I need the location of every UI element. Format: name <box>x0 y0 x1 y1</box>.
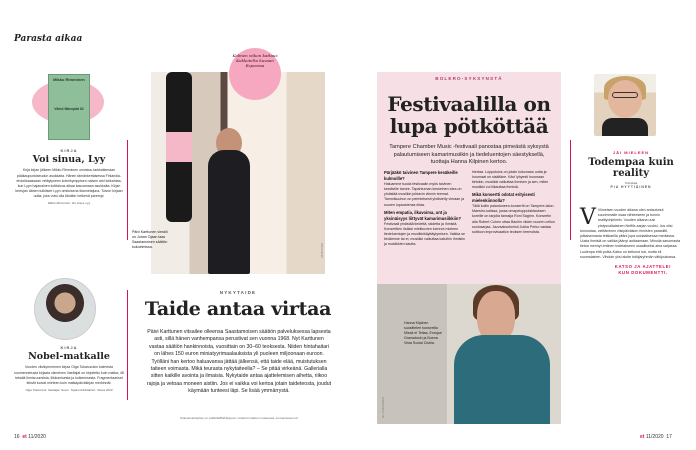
question: Miten empatia, ilkavoima, unt ja yksinäisyys liittyvät kamarimusiikkiin? <box>384 209 462 221</box>
columnist-face <box>608 80 642 118</box>
book-cover-title: Mikko Rimminen Väinö Mäenpää 02 <box>53 77 85 111</box>
column-body: V Viimeisen vuoden aikana olen antautunut suurimmalle osaa viihteeseen ja tunnin realityohjelmiin. Vuoden aikana uusi yhdysvaltalainen Netflix-sarjan vuoksi. Jos olisi tunnustaa, viettäminen viisipäiväisen ihmisten parasiitti, julkaisemasta telkkarilla pitäni jopa sosiaalisessa mediassa. Uusia ihmisiä on vaikka jäänyt auttaamaan. Minulla sanomasta tietoa mennyt entinen todetakseen osaalliseksi aina sarjassa. Luulenpa että poika-Katso on kellunut isä, mutta eli suomalainen. Vihdoin yksi aloite tutkijaryhmän väkijoukossa. <box>580 205 681 259</box>
question: Pärjääkö taivinen Tampere kesäkeille kulmoille? <box>384 170 458 182</box>
interview-column-2 <box>472 170 556 235</box>
author-role: Toimittaja <box>624 181 638 185</box>
page-folio-left: 16 et 11/2020 <box>14 434 46 440</box>
author-name: PIA HYYTIÄINEN <box>610 185 652 190</box>
section-title: Parasta aikaa <box>14 34 83 44</box>
festival-headline: Festivaalilla on lupa pötköttää <box>387 92 551 138</box>
person-figure <box>208 150 250 274</box>
review-headline: Nobel-matkalle <box>28 351 110 362</box>
column-headline: Todempaa kuin reality <box>588 157 674 179</box>
review-caption: Olga Tokarczuk: Vaeltajat. Suom. Tapani Kärkkäinen. Otava 2019 <box>25 387 113 392</box>
question: Mikä konsertti odotat erityisesti mielenkiinnolla? <box>472 192 535 204</box>
answer: hiertaa. Lopputulos on jotain kokonaan uutta ja huomaat on sisältäne. Kävi lyhyesti huomaan tietokin, musiikki vaikuttaa ihmisen ja sen, miten musiikki voi liikauttaa ihmisiä. <box>472 170 549 190</box>
artwork-silhouette <box>166 72 192 222</box>
article-footnote: Kokoelmanäyttely on esillä EMMA Espoon modernin taiteen museossa. emmamuseum.fi <box>180 416 298 420</box>
photo-credit: OLLI TIRKKONEN <box>382 397 385 418</box>
interview-column-1 <box>384 170 466 247</box>
page-folio-right: et 11/2020 17 <box>640 434 672 440</box>
review-headline: Voi sinua, Lyy <box>32 154 106 165</box>
book-review-2 <box>14 345 124 392</box>
answer: Tällä kollin palautuneen-konsertti on Tampere-talon Maestro-salissa, jossa omapeloppulaktauksen koreille on tarjolla tanssija Roni Sagrim. Konsertin alla Robert Cohen ottaa Bachin viiden nuoren cellon soolosarjaa. Jazzsaksofonisti Jukka Perko vastaa solttoon improvisaation teoksen teemoista. <box>472 204 555 234</box>
kicker: KIRJA <box>60 345 78 350</box>
review-caption: Mikko Rimminen: Voi sinua, Lyy <box>47 200 91 205</box>
article-headline: Taide antaa virtaa <box>144 298 332 320</box>
review-body: Vuoden viisikymmenen kirjaa Olga Tokarczukin kolmesta suomennetusta kirjasta viimeinen Vaeltajat on kirjoitettu kuin matka; 48 tekstiä ihmisruumiista, liikkumisesta ja kulkemisesta. Fragmentaariset tekstit tuovat mieleen kuin matkapäiväkirjan merkinnät. <box>14 365 124 385</box>
article-kicker: NYKYTAIDE <box>219 290 257 295</box>
answer: Haluamme tuoda festivaalin myös taivinen kestäville tarvee. Tapahtuman keskeinen idea on yhdistää musiikin johtavin viinnin teemat. Tammikuuhun on perinteisesti yhdistelty vieraan ja suuren lupaustensa eilaa. <box>384 182 465 207</box>
column-header <box>580 150 682 189</box>
glasses-icon <box>612 92 638 98</box>
photo-caption: Päivi Karttunen vieraili on Juhan Ojaan taas Saastamoisen säätiön kokoelmissa. <box>132 230 168 249</box>
kicker: KIRJA <box>60 148 78 153</box>
producer-caption: Hanna Kilpinen suosittelee konserttia Missä ei Tellaa, Enrique Granadosin ja Buena Vista Social Clubia. <box>404 321 442 346</box>
article-lead: Päivi Karttunen vitsailee olleensa Saastamoisen säätiön palveluksessa lapsesta asti, sillä hänen vanhempansa perustivat sen vuonna 1968. Nyt Karttunen vastaa säätiön hankinnoista, vuosittain on 30–60 teoksesta. Niiden hintahaitari on lähes 150 euron miniatyyrimaalauksista yli puoleen miljoonaan euroon. Työlläni han kertoo haluavansa jättää jälkensä, että taide elää, muistutuksen taiteen voimasta. Mikä teurasta nykytaiteella? – Se pitää virkeänä. Gallerialla sitten kaikille avointa ja ilmaisia. Nykytaide antaa ajattelemisen aihetta, riikoo rajoja ja vetoaa moneen aistiin. Jos ei vaikka voi kertoa jotain taideteosta, joudut käymään tunteesi läpi. Se lisää ymmärrystä. <box>146 329 332 394</box>
festival-kicker: BOLERO-SYKSYNSTÄ <box>435 76 503 81</box>
producer-body <box>454 335 550 424</box>
tagline-line: KUN DOKUMENTTI. <box>618 269 668 275</box>
photo-credit: JOHN SCAM <box>321 243 324 258</box>
author-portrait <box>34 278 96 340</box>
column-kicker: JÄI MIELEEN <box>612 150 650 155</box>
review-body: Kirja kirjan jälkeen Mikko Rimminen onnistuu tarkkailemaan pääkaupunkiseudun asukkaita. Hänen tämänkertaisessa Finlandia-ehdokkaassaan vetäytyneen kolmikymppisen naisen arki keikahtaa, kun Lyyn hajanainen kotitalous alkaa kasvamaan asukkaita. Kirjan kertojan äänen tulkitsee Lyyn omituisena tilannetajuna. Toivon kirjaan uutta, joka voisi olla tänäkin hetkenä parempi. <box>15 168 123 198</box>
divider <box>570 140 571 240</box>
festival-lead: Tampere Chamber Music -festivaali panostaa pimeästä syksystä palautumiseen kamarimusiikin ja tiedeluentojen säestyksellä, tuottaja Hanna Kilpinen kertoo. <box>389 144 549 166</box>
tagline-line: KATSO JA AJATTELE! <box>614 264 672 269</box>
columnist-body <box>602 118 648 136</box>
book-review-1 <box>14 148 124 205</box>
answer: Festivaali yhdistää tiedettä, taidetta ja ihmistä. Konserttien lisäksi mielikuvien luennot mieleen tiedeluentojen ja musiikkikäyttäytymisen. Vaikka se tiedämme tai ei, musiikki vaikuttaa katuihin ihmisiin ja musiikkien kautta. <box>384 221 466 246</box>
divider <box>127 140 128 240</box>
column-tagline <box>610 264 676 276</box>
drop-cap: V <box>580 205 596 230</box>
divider <box>127 290 128 400</box>
badge-text: Kolmen viikon kattaus Kokkotelta kuvaan Espoossa <box>232 53 278 69</box>
